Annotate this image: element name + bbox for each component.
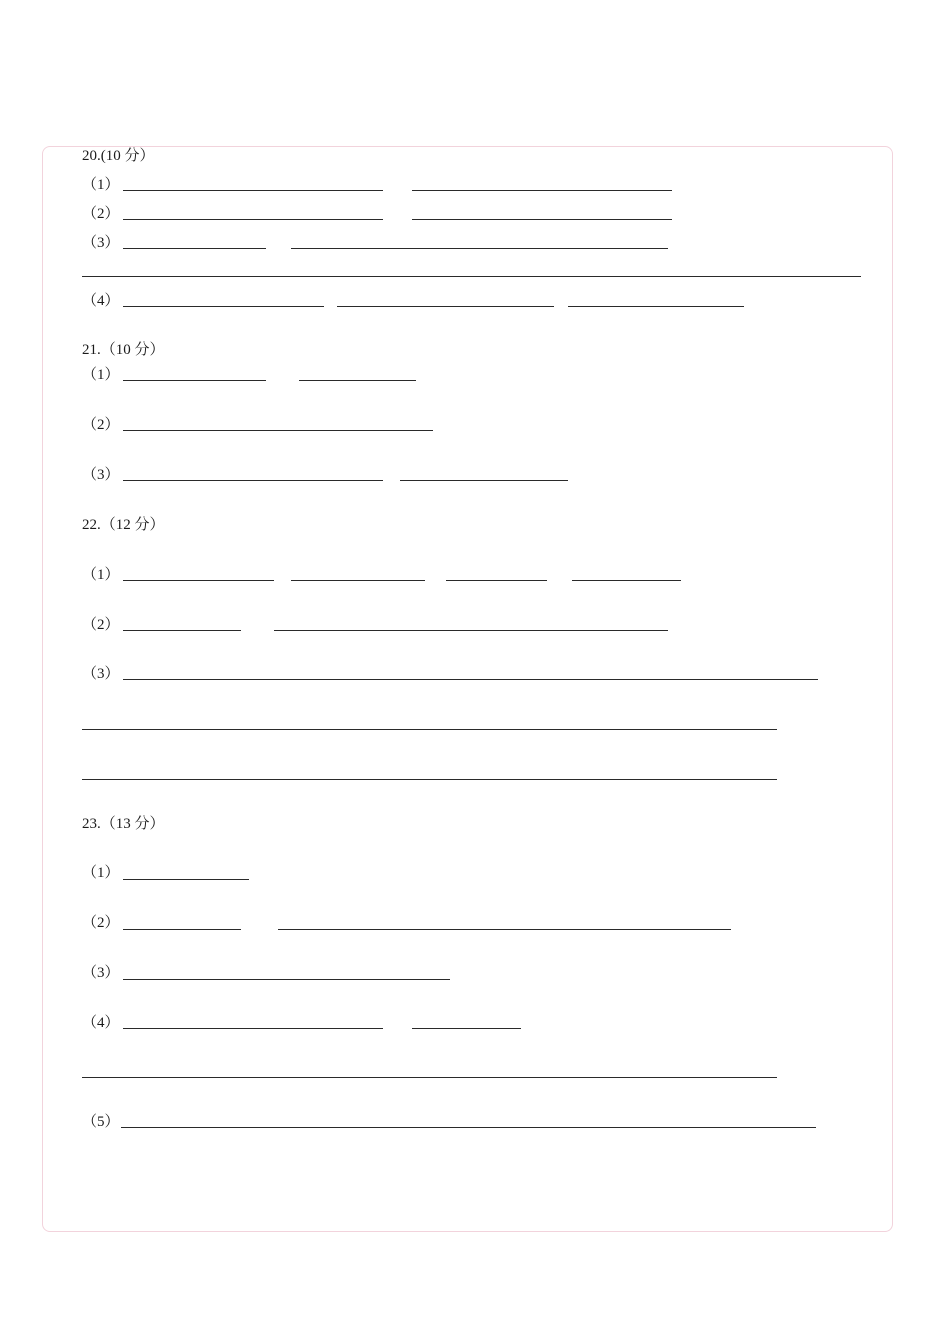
q22-3-blank-c[interactable] [82,779,777,780]
q23-3-blank-a[interactable] [123,979,450,980]
q23-2-blank-b[interactable] [278,929,731,930]
q22-item-1-label: （1） [82,567,120,583]
q20-2-blank-b[interactable] [412,219,672,220]
q20-1-blank-b[interactable] [412,190,672,191]
q21-1-blank-a[interactable] [123,380,266,381]
q21-3-blank-a[interactable] [123,480,383,481]
q20-3-blank-b[interactable] [291,248,668,249]
q20-4-blank-b[interactable] [337,306,554,307]
q20-item-1-label: （1） [82,177,120,193]
question-20-title: 20.(10 分） [82,148,155,164]
q22-2-blank-b[interactable] [274,630,668,631]
q23-item-5-label: （5） [82,1114,120,1130]
q23-item-3-label: （3） [82,965,120,981]
q20-4-blank-a[interactable] [123,306,324,307]
q22-1-blank-d[interactable] [572,580,681,581]
q20-item-4-label: （4） [82,293,120,309]
q23-2-blank-a[interactable] [123,929,241,930]
q20-3-blank-a[interactable] [123,248,266,249]
q21-1-blank-b[interactable] [299,380,416,381]
q22-item-2-label: （2） [82,617,120,633]
q20-item-3-label: （3） [82,235,120,251]
q21-item-3-label: （3） [82,467,120,483]
q22-2-blank-a[interactable] [123,630,241,631]
q22-1-blank-b[interactable] [291,580,425,581]
question-23-title: 23.（13 分） [82,816,165,832]
q20-3-blank-c[interactable] [82,276,861,277]
q20-4-blank-c[interactable] [568,306,744,307]
answer-sheet-frame [42,146,893,1232]
q23-item-4-label: （4） [82,1015,120,1031]
q23-5-blank-a[interactable] [121,1127,816,1128]
q21-item-2-label: （2） [82,417,120,433]
q22-item-3-label: （3） [82,666,120,682]
q21-3-blank-b[interactable] [400,480,568,481]
q23-item-2-label: （2） [82,915,120,931]
q21-item-1-label: （1） [82,367,120,383]
q20-2-blank-a[interactable] [123,219,383,220]
q22-3-blank-a[interactable] [123,679,818,680]
q23-4-blank-b[interactable] [412,1028,521,1029]
q22-1-blank-c[interactable] [446,580,547,581]
q22-1-blank-a[interactable] [123,580,274,581]
q23-1-blank-a[interactable] [123,879,249,880]
q23-4-blank-c[interactable] [82,1077,777,1078]
q20-item-2-label: （2） [82,206,120,222]
q20-1-blank-a[interactable] [123,190,383,191]
question-21-title: 21.（10 分） [82,342,165,358]
q22-3-blank-b[interactable] [82,729,777,730]
question-22-title: 22.（12 分） [82,517,165,533]
q21-2-blank-a[interactable] [123,430,433,431]
q23-item-1-label: （1） [82,865,120,881]
q23-4-blank-a[interactable] [123,1028,383,1029]
